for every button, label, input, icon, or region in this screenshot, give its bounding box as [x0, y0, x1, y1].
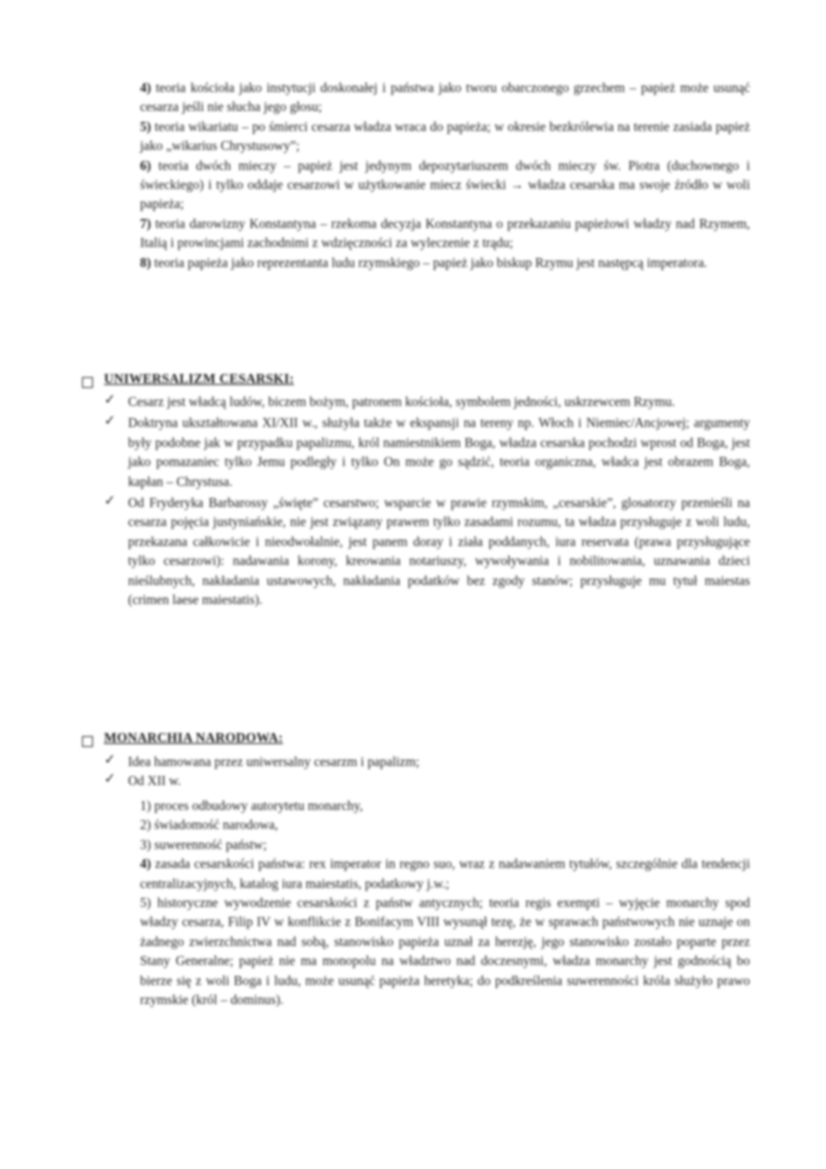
intro-item-7: 7) teoria darowizny Konstantyna – rzekoma decyzja Konstantyna o przekazaniu papieżowi władzy nad Rzymem, Italią i prowincjami zachodnimi z wdzięczności za wyleczenie z trądu;: [140, 215, 751, 251]
section-title-monarchia: MONARCHIA NARODOWA:: [104, 730, 283, 745]
checkmark-icon: ✓: [104, 771, 116, 788]
sub-item-3: 3) suwerenność państw;: [140, 836, 267, 852]
sub-item-1: 1) proces odbudowy autorytetu monarchy,: [140, 798, 363, 813]
checkmark-icon: ✓: [104, 392, 116, 408]
section-2-sub-items: [140, 796, 750, 1009]
list-item: ✓ Cesarz jest władcą ludów, biczem bożym, patronem kościoła, symbolem jedności, uskrzewcem Rzymu.: [104, 392, 676, 409]
sub-item-5: 5) historyczne wywodzenie cesarskości z państw antycznych; teoria regis exempti – wyjęcie monarchy spod władzy cesarza, Filip IV w konflikcie z Bonifacym VIII wysunął tezę, że w sprawach państwowych nie uznaje on żadnego zwierzchnictwa nad sobą, stanowisko papieża uznał za herezję, jego stanowisko zostało poparte przez Stany Generalne; papież nie ma monopolu na władztwo nad doczesnymi, władza monarchy jest godnością bo bierze się z woli Boga i ludu, może usunąć papieża heretyka; do podkreślenia suwerenności króla służyło prawo rzymskie (król – dominus).: [140, 895, 750, 1008]
list-item: ✓ Od XII w.: [104, 771, 181, 789]
intro-item-4: 4) teoria kościoła jako instytucji doskonałej i państwa jako tworu obarczonego grzechem – papież może usunąć cesarza jeśli nie słucha jego głosu;: [140, 80, 750, 115]
checkmark-icon: ✓: [104, 752, 116, 768]
list-item: ✓ Doktryna ukształtowana XI/XII w., służyła także w ekspansji na tereny np. Włoch i Niemiec/Ancjowej; argumenty były podobne jak w przypadku papalizmu, król namiestnikiem Boga, władza cesarska pochodzi wprost od Boga, jest jako pomazaniec tylko Jemu podległy i tylko On może go sądzić, teoria organiczna, władca jest obrazem Boga, kapłan – Chrystusa.: [104, 413, 750, 489]
intro-list: [140, 78, 750, 272]
section-bullet-square: [82, 736, 93, 747]
sub-item-2: 2) świadomość narodowa,: [140, 817, 279, 833]
section-title-uniwersalizm: UNIWERSALIZM CESARSKI:: [104, 371, 295, 386]
section-2-bullets: [104, 752, 750, 791]
checkmark-icon: ✓: [104, 413, 116, 430]
intro-item-6: 6) teoria dwóch mieczy – papież jest jedynym depozytariuszem dwóch mieczy św. Piotra (duchownego i świeckiego) i tylko oddaje cesarzowi w użytkowanie miecz świecki → władza cesarska ma swoje źródło w woli papieża;: [140, 157, 750, 212]
list-item: ✓ Idea hamowana przez uniwersalny cesarzm i papalizm;: [104, 752, 420, 769]
sub-item-4: 4) zasada cesarskości państwa: rex imperator in regno suo, wraz z nadawaniem tytułów, szczególnie dla tendencji centralizacyjnych, katalog iura maiestatis, podatkowy j.w.;: [140, 856, 751, 891]
list-item: ✓ Od Fryderyka Barbarossy „święte” cesarstwo; wsparcie w prawie rzymskim, „cesarskie”, glosatorzy przenieśli na cesarza pojęcia justyniańskie, nie jest związany prawem tylko zasadami rozumu, ta władza przysługuje z woli ludu, przekazana całkowicie i nieodwołalnie, jest panem doray i ziała poddanych, iura reservata (prawa przysługujące tylko cesarzowi): nadawania korony, kreowania notariuszy, wywoływania i nobilitowania, uznawania dzieci nieślubnych, nakładania ustawowych, nakładania podatków bez zgody stanów; przysługuje mu tytuł maiestas (crimen laese maiestatis).: [104, 493, 750, 608]
intro-item-8: 8) teoria papieża jako reprezentanta ludu rzymskiego – papież jako biskup Rzymu jest następcą imperatora.: [140, 254, 708, 270]
checkmark-icon: ✓: [104, 493, 116, 510]
section-1-bullets: [104, 392, 750, 609]
intro-item-5: 5) teoria wikariatu – po śmierci cesarza władza wraca do papieża; w okresie bezkrólewia na terenie zasiada papież jako „wikarius Chrystusowy”;: [140, 118, 751, 154]
section-bullet-square: [82, 377, 93, 388]
